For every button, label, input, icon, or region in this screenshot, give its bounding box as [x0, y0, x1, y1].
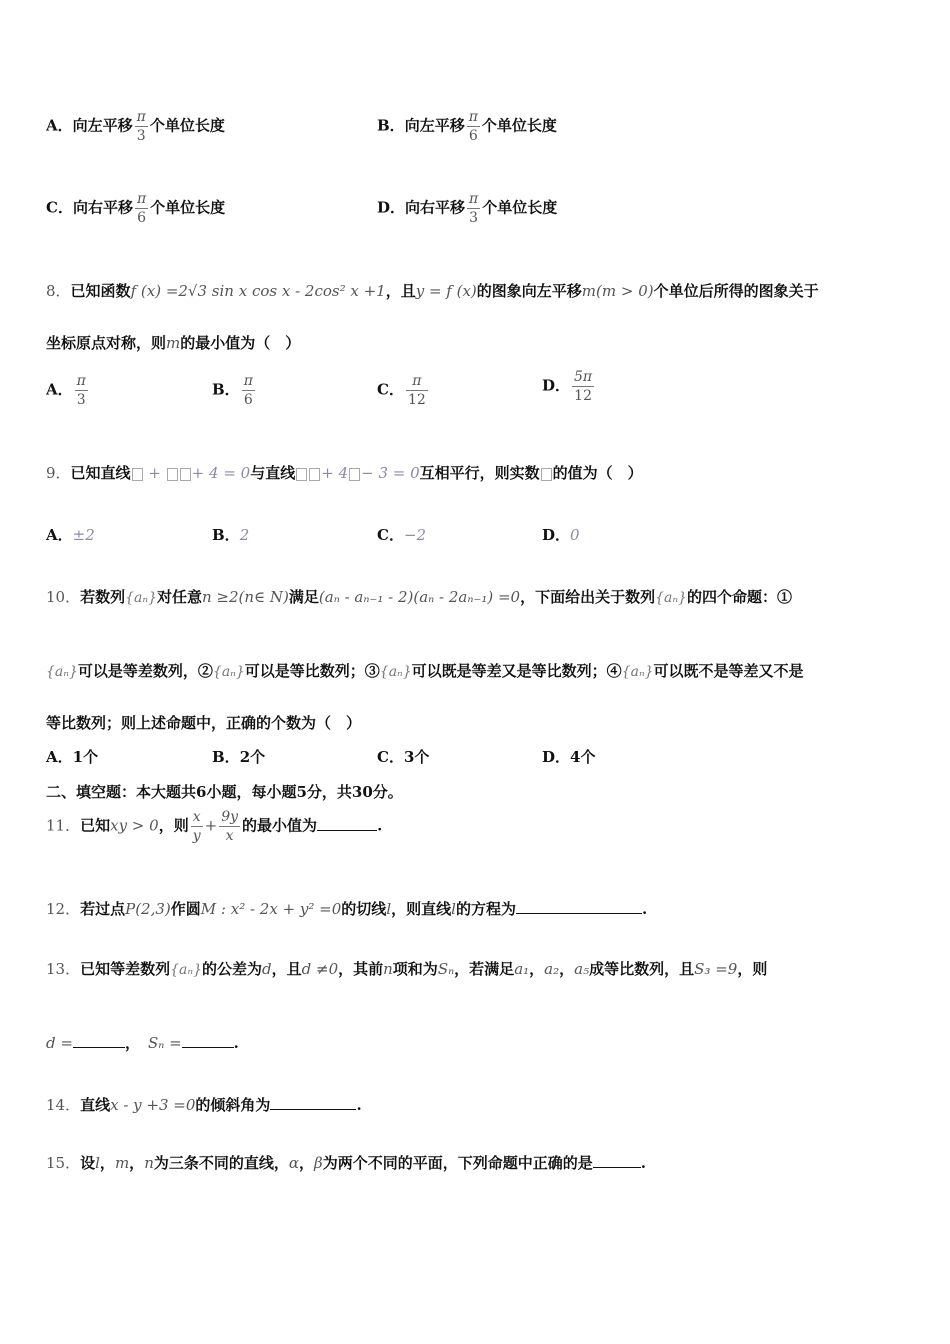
- q10-stem-line3: 等比数列；则上述命题中，正确的个数为（ ）: [46, 714, 362, 732]
- q7-option-b[interactable]: B．向左平移 $\frac{\pi}{6}$ 个单位长度: [377, 109, 557, 144]
- q10-stem-line1: 10．若数列{aₙ}对任意n ≥2(n∈ N)满足(aₙ - aₙ₋₁ - 2)(aₙ - 2aₙ₋₁) =0，下面给出关于数列{aₙ}的四个命题：①: [46, 588, 792, 606]
- q8-option-a[interactable]: A． $\frac{\pi}{3}$: [46, 373, 86, 408]
- q8-option-c[interactable]: C． $\frac{\pi}{12}$: [377, 373, 426, 408]
- q9-option-c[interactable]: C．−2: [377, 526, 427, 544]
- answer-blank[interactable]: [182, 1047, 234, 1048]
- answer-blank[interactable]: [317, 830, 377, 831]
- answer-blank[interactable]: [73, 1047, 125, 1048]
- q8-stem-line2: 坐标原点对称，则m的最小值为（ ）: [46, 334, 301, 352]
- q9-option-b[interactable]: B．2: [212, 526, 250, 544]
- missing-glyph-icon: [309, 468, 320, 481]
- q10-stem-line2: {aₙ}可以是等差数列，②{aₙ}可以是等比数列；③{aₙ}可以既是等差又是等比数列；④{aₙ}可以既不是等差又不是: [46, 662, 804, 680]
- missing-glyph-icon: [349, 468, 360, 481]
- q10-option-c[interactable]: C．3个: [377, 748, 430, 766]
- q9-stem: 9．已知直线 + + 4 = 0与直线 + 4 − 3 = 0互相平行，则实数 的值为（ ）: [46, 464, 643, 482]
- q10-option-b[interactable]: B．2个: [212, 748, 266, 766]
- q10-option-d[interactable]: D．4个: [542, 748, 596, 766]
- fraction: $\frac{\pi}{3}$: [469, 191, 479, 226]
- q12-stem: 12．若过点P(2,3)作圆M : x² - 2x + y² =0的切线l，则直线l的方程为 .: [46, 900, 648, 918]
- q7-option-a[interactable]: A．向左平移 $\frac{\pi}{3}$ 个单位长度: [46, 109, 225, 144]
- q13-stem-line1: 13．已知等差数列{aₙ}的公差为d，且d ≠0，其前n项和为Sₙ，若满足a₁，a₂，a₅成等比数列，且S₃ =9，则: [46, 960, 768, 978]
- q14-stem: 14．直线x - y +3 =0的倾斜角为 .: [46, 1096, 362, 1114]
- missing-glyph-icon: [132, 468, 143, 481]
- q8-option-d[interactable]: D． $\frac{5\pi}{12}$: [542, 369, 593, 404]
- q10-option-a[interactable]: A．1个: [46, 748, 99, 766]
- q8-option-b[interactable]: B． $\frac{\pi}{6}$: [212, 373, 253, 408]
- missing-glyph-icon: [167, 468, 178, 481]
- section-heading: 二、填空题：本大题共6小题，每小题5分，共30分。: [46, 783, 403, 801]
- fraction: $\frac{\pi}{6}$: [468, 109, 478, 144]
- missing-glyph-icon: [296, 468, 307, 481]
- missing-glyph-icon: [180, 468, 191, 481]
- answer-blank[interactable]: [516, 913, 642, 914]
- missing-glyph-icon: [541, 468, 552, 481]
- fraction: $\frac{\pi}{3}$: [136, 109, 146, 144]
- q8-stem-line1: 8．已知函数f (x) =2√3 sin x cos x - 2cos² x +1，且y = f (x)的图象向左平移m(m > 0)个单位后所得的图象关于: [46, 282, 819, 300]
- q7-option-c[interactable]: C．向右平移 $\frac{\pi}{6}$ 个单位长度: [46, 191, 226, 226]
- q15-stem: 15．设l，m，n为三条不同的直线，α，β为两个不同的平面，下列命题中正确的是 .: [46, 1154, 646, 1172]
- q9-option-a[interactable]: A．±2: [46, 526, 95, 544]
- fraction: $\frac{\pi}{6}$: [136, 191, 147, 226]
- q7-option-d[interactable]: D．向右平移 $\frac{\pi}{3}$ 个单位长度: [377, 191, 558, 226]
- q13-stem-line2: d = ， Sₙ = .: [46, 1034, 239, 1052]
- q11-stem: 11．已知xy > 0，则 $\frac{x}{y}$ + $\frac{9y}{x}$ 的最小值为 .: [46, 809, 383, 844]
- q9-option-d[interactable]: D．0: [542, 526, 580, 544]
- answer-blank[interactable]: [593, 1167, 641, 1168]
- answer-blank[interactable]: [270, 1109, 356, 1110]
